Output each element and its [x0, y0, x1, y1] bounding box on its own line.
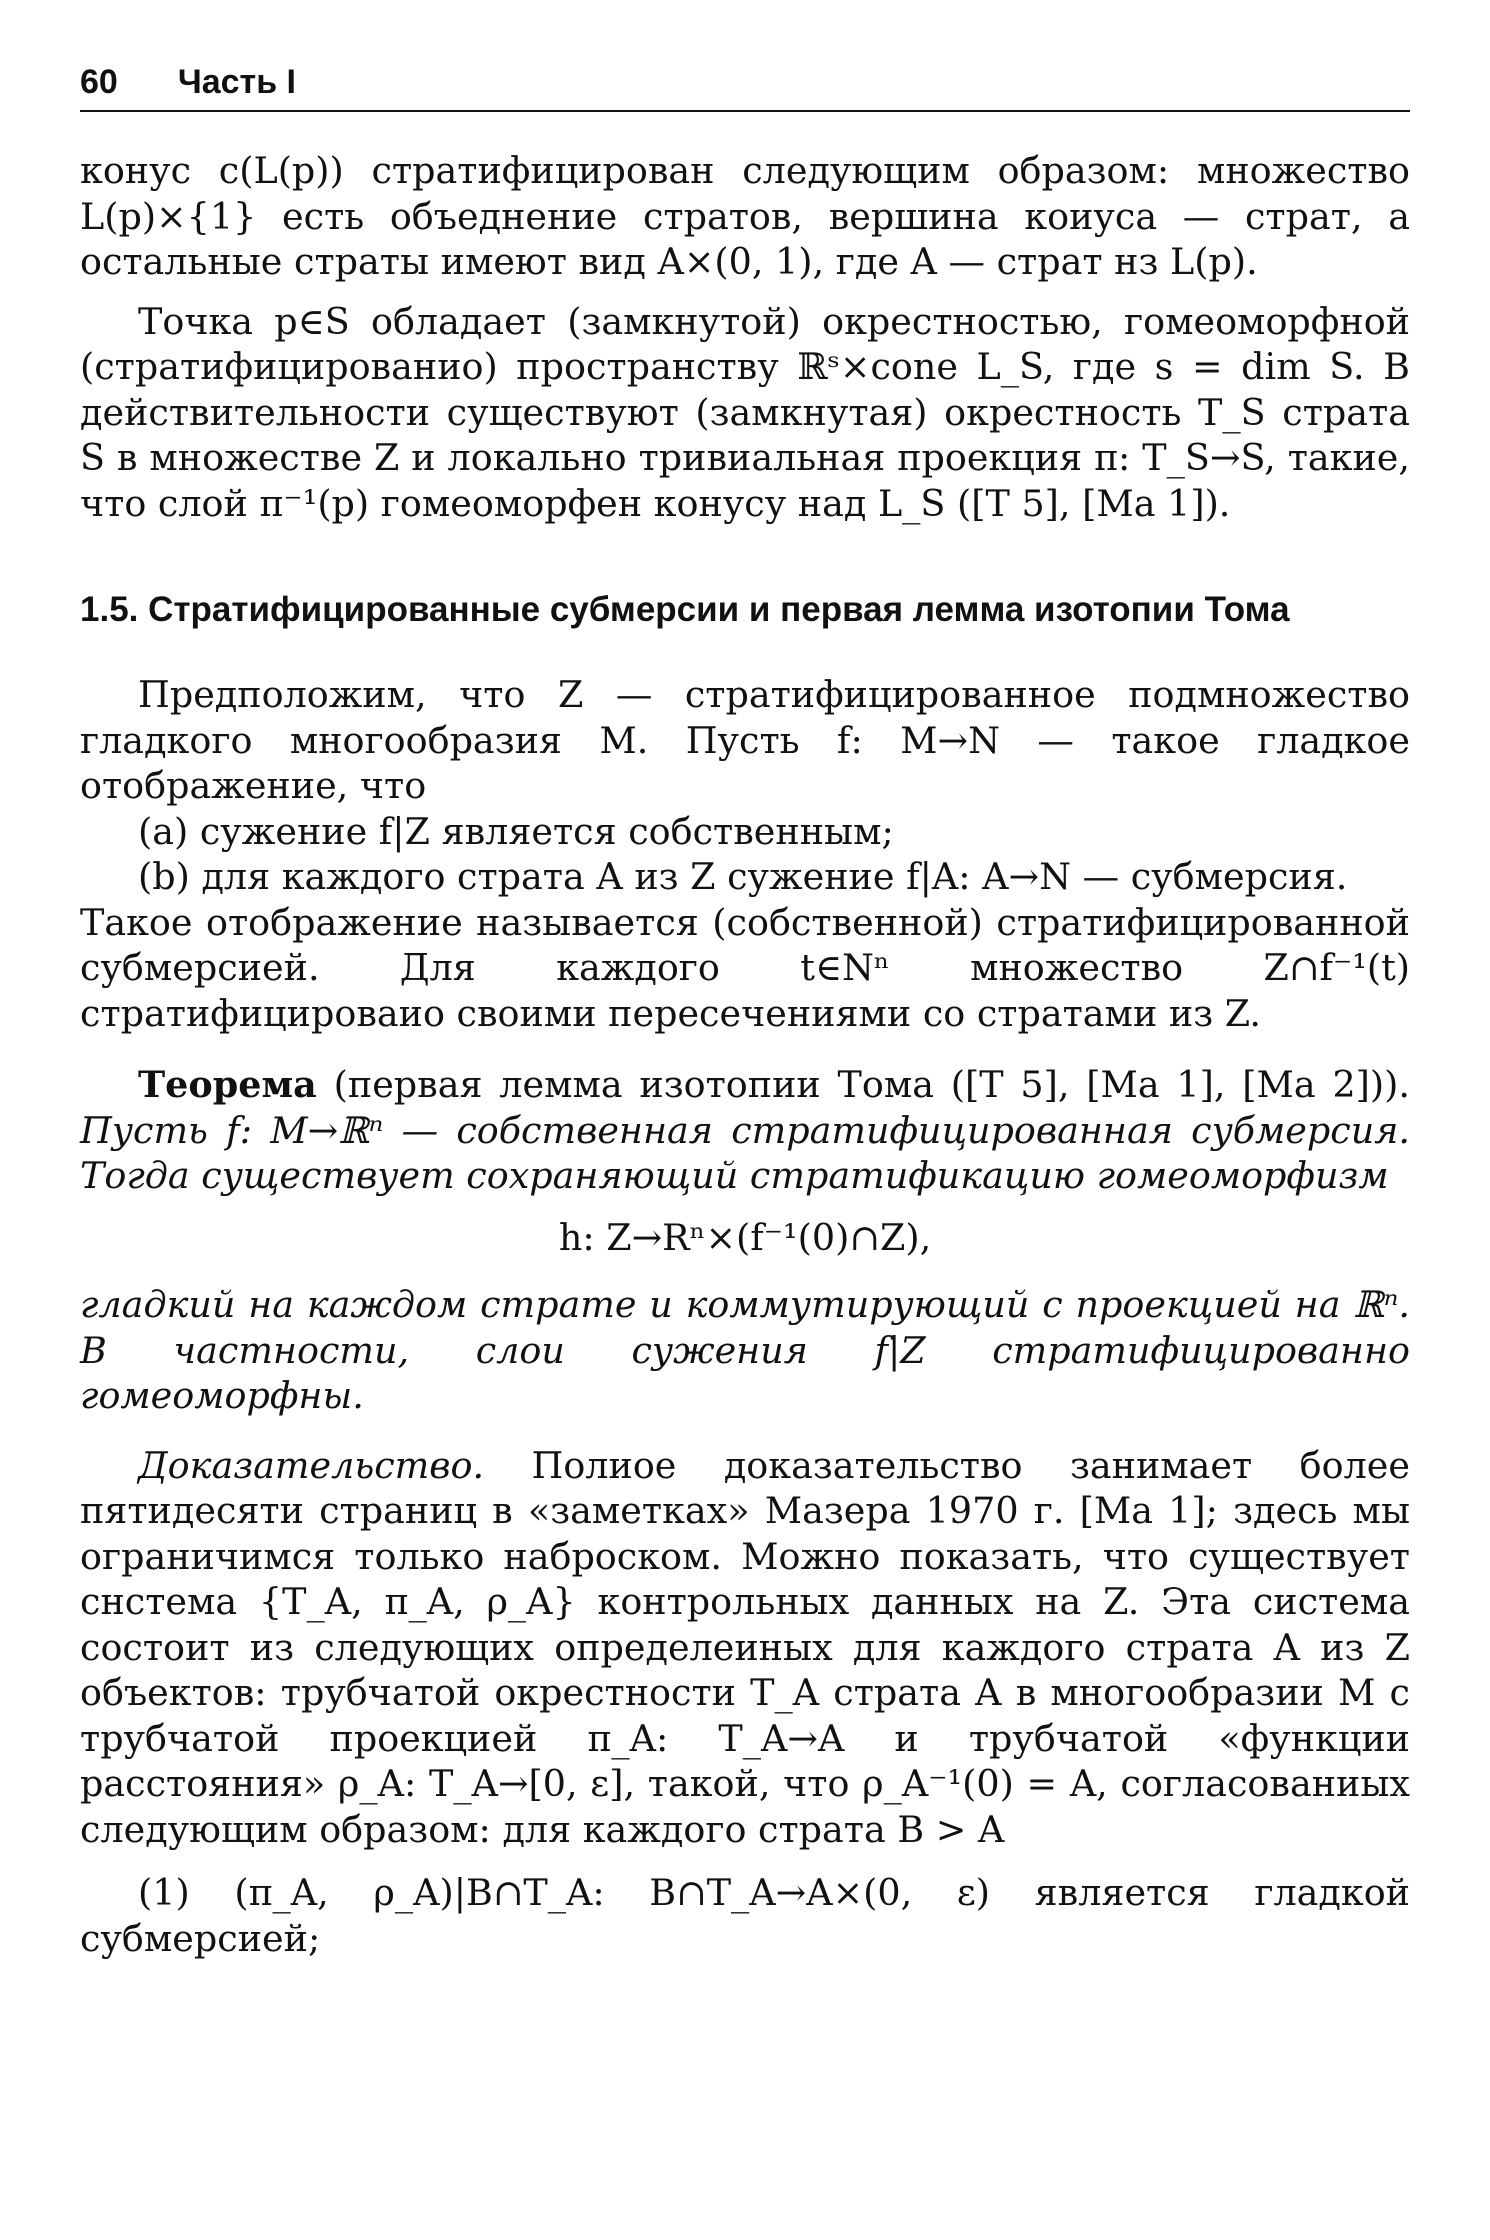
- proof-label: Доказательство.: [138, 1443, 485, 1487]
- header-rule: [80, 110, 1410, 112]
- list-item-a: (a) сужение f|Z является собственным;: [138, 809, 894, 853]
- page-number: 60: [80, 63, 118, 101]
- theorem-statement: [80, 1062, 1410, 1199]
- spacer: [80, 285, 1410, 299]
- formula-homeomorphism: h: Z→Rⁿ×(f⁻¹(0)∩Z),: [558, 1215, 932, 1259]
- proof-text: Полиое доказательство занимает более пятидесяти страниц в «заметках» Мазера 1970 г. [Ma 1]; здесь мы ограничимся только наброском. Можно показать, что существует снстема {T_A, π_A, ρ_A} контрольных данных на Z. Эта система состоит из следующих определеиных для каждого страта A из Z объектов: трубчатой окрестности T_A страта A в многообразии M с трубчатой проекцией π_A: T_A→A и трубчатой «функции расстояния» ρ_A: T_A→[0, ε], такой, что ρ_A⁻¹(0) = A, согласованиых следующим образом: для каждого страта B > A: [80, 1443, 1410, 1851]
- proof-paragraph: [80, 1443, 1410, 1853]
- part-label: Часть I: [177, 63, 296, 101]
- paragraph-cone: конус c(L(p)) стратифицирован следующим образом: множество L(p)×{1} есть объеднение стратов, вершина коиуса — страт, а остальные страты имеют вид A×(0, 1), где A — страт нз L(p).: [80, 149, 1410, 283]
- running-header: [80, 60, 1410, 104]
- spacer: [80, 1036, 1410, 1062]
- theorem-label: Теорема: [138, 1063, 317, 1106]
- paragraph-neighborhood: Точка p∈S обладает (замкнутой) окрестностью, гомеоморфной (стратифицированио) пространству ℝˢ×cone L_S, где s = dim S. В действительности существуют (замкнутая) окрестность T_S страта S в множестве Z и локально тривиальная проекция π: T_S→S, такие, что слой π⁻¹(p) гомеоморфен конусу над L_S ([T 5], [Ma 1]).: [80, 299, 1410, 525]
- theorem-heading: (первая лемма изотопии Тома ([T 5], [Ma 1], [Ma 2])).: [316, 1063, 1410, 1106]
- paragraph-definition: Такое отображение называется (собственной) стратифицированной субмерсией. Для каждого t∈Nⁿ множество Z∩f⁻¹(t) стратифицироваио своими пересечениями со стратами из Z.: [80, 900, 1410, 1035]
- theorem-body: Пусть f: M→ℝⁿ — собственная стратифицированная субмерсия. Тогда существует сохраняющий стратификацию гомеоморфизм: [80, 1108, 1410, 1197]
- spacer: [80, 1419, 1410, 1443]
- theorem-conclusion: гладкий на каждом страте и коммутирующий с проекцией на ℝⁿ. В частности, слои сужения f|Z стратифицированно гомеоморфны.: [80, 1283, 1410, 1417]
- section-heading: 1.5. Стратифицированные субмерсии и первая лемма изотопии Тома: [80, 590, 1290, 629]
- list-item-b: (b) для каждого страта A из Z сужение f|A: A→N — субмерсия.: [138, 855, 1348, 898]
- paragraph-suppose: Предположим, что Z — стратифицированное подмножество гладкого многообразия M. Пусть f: M→N — такое гладкое отображение, что: [80, 673, 1410, 807]
- list-item-1: (1) (π_A, ρ_A)|B∩T_A: B∩T_A→A×(0, ε) является гладкой субмерсией;: [80, 1871, 1410, 1960]
- spacer: [80, 1852, 1410, 1870]
